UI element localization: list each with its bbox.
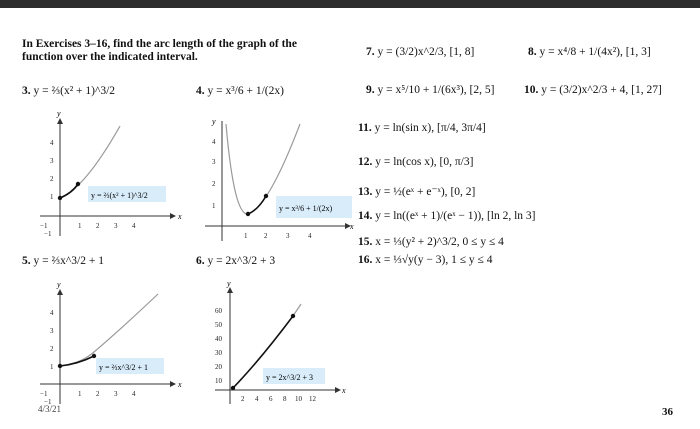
- exercise-14-interval: [ln 2, ln 3]: [486, 210, 536, 222]
- g3-ytick-4: 4: [50, 139, 54, 147]
- exercise-13: [358, 184, 475, 198]
- g5-label: y = ⅔x^3/2 + 1: [99, 363, 148, 372]
- exercise-11-number: 11.: [358, 122, 372, 134]
- g4-ytick-4: 4: [212, 138, 216, 146]
- g5-ytick-4: 4: [50, 309, 54, 317]
- exercise-3-number: 3.: [22, 85, 31, 97]
- g3-ytick-1: 1: [50, 193, 54, 201]
- exercise-3-expr: y = ⅔(x² + 1)^3/2: [33, 85, 116, 97]
- exercise-15-expr: x = ⅓(y² + 2)^3/2,: [375, 236, 460, 248]
- g3-xtick-neg1: −1: [40, 222, 48, 230]
- g3-xtick-3: 3: [114, 222, 118, 230]
- g3-xtick-1: 1: [78, 222, 82, 230]
- exercise-16: [358, 254, 492, 266]
- exercise-15-number: 15.: [358, 236, 373, 248]
- g5-xtick-2: 2: [96, 390, 100, 398]
- g3-xname: x: [178, 212, 182, 221]
- g5-xtick-4: 4: [132, 390, 136, 398]
- exercise-16-number: 16.: [358, 254, 373, 266]
- exercise-8-expr: y = x⁴/8 + 1/(4x²),: [539, 46, 623, 58]
- g5-ytick-1: 1: [50, 363, 54, 371]
- g4-xtick-4: 4: [308, 232, 312, 240]
- graph-exercise-6: [205, 280, 350, 420]
- g5-ytick-3: 3: [50, 327, 54, 335]
- exercise-10-interval: [1, 27]: [631, 84, 662, 96]
- exercise-7-interval: [1, 8]: [449, 46, 475, 58]
- exercise-11-interval: [π/4, 3π/4]: [437, 122, 486, 134]
- g3-ytick-3: 3: [50, 157, 54, 165]
- exercise-9-expr: y = x⁵/10 + 1/(6x³),: [377, 84, 467, 96]
- g5-ytick-neg1: −1: [44, 398, 52, 406]
- page-number: 36: [662, 406, 673, 418]
- exercise-16-expr: x = ⅓√y(y − 3),: [375, 254, 449, 266]
- g3-yname: y: [57, 109, 61, 118]
- exercise-7: [366, 46, 474, 58]
- g6-xtick-10: 10: [295, 395, 302, 403]
- g4-label: y = x³/6 + 1/(2x): [279, 204, 333, 213]
- g6-xtick-6: 6: [269, 395, 273, 403]
- g4-xtick-3: 3: [286, 232, 290, 240]
- exercise-9-interval: [2, 5]: [469, 84, 495, 96]
- exercise-12: [358, 156, 473, 168]
- instructions-line-1: In Exercises 3–16, find the arc length of the graph of the: [22, 38, 297, 50]
- exercise-8-interval: [1, 3]: [625, 46, 651, 58]
- exercise-4-expr: y = x³/6 + 1/(2x): [207, 85, 284, 97]
- g4-ytick-3: 3: [212, 158, 216, 166]
- g6-ytick-30: 30: [215, 349, 222, 357]
- exercise-6: [196, 255, 275, 267]
- g5-xtick-neg1: −1: [40, 390, 48, 398]
- g4-yname: y: [212, 117, 216, 126]
- exercise-13-number: 13.: [358, 186, 373, 198]
- g3-xtick-2: 2: [96, 222, 100, 230]
- exercise-5: [22, 255, 104, 267]
- exercise-5-expr: y = ⅔x^3/2 + 1: [33, 255, 104, 267]
- textbook-page: [0, 8, 700, 429]
- g4-ytick-2: 2: [212, 180, 216, 188]
- exercise-4: [196, 85, 284, 97]
- g3-xtick-4: 4: [132, 222, 136, 230]
- exercise-15: [358, 236, 504, 248]
- g6-xname: x: [342, 386, 346, 395]
- exercise-14-expr: y = ln((eˣ + 1)/(eˣ − 1)),: [375, 210, 485, 222]
- g6-ytick-20: 20: [215, 363, 222, 371]
- exercise-15-interval: 0 ≤ y ≤ 4: [462, 236, 504, 248]
- g3-ytick-neg1: −1: [44, 230, 52, 238]
- graph-exercise-3: [30, 109, 182, 246]
- exercise-16-interval: 1 ≤ y ≤ 4: [451, 254, 493, 266]
- g5-xtick-3: 3: [114, 390, 118, 398]
- exercise-6-expr: y = 2x^3/2 + 3: [207, 255, 276, 267]
- exercise-7-number: 7.: [366, 46, 375, 58]
- exercise-11: [358, 122, 486, 134]
- exercise-14: [358, 210, 536, 222]
- exercise-12-interval: [0, π/3]: [439, 156, 474, 168]
- g5-ytick-2: 2: [50, 345, 54, 353]
- g4-xtick-1: 1: [244, 232, 248, 240]
- g6-ytick-40: 40: [215, 335, 222, 343]
- graph-exercise-4: [200, 116, 360, 246]
- g6-ytick-10: 10: [215, 377, 222, 385]
- exercise-13-expr: y = ½(eˣ + e⁻ˣ),: [375, 186, 448, 198]
- graph-exercise-5: [30, 280, 180, 415]
- g6-yname: y: [227, 279, 231, 288]
- exercise-6-number: 6.: [196, 255, 205, 267]
- g3-label: y = ⅔(x² + 1)^3/2: [91, 191, 148, 200]
- instructions-line-2: function over the indicated interval.: [22, 51, 198, 63]
- g6-xtick-8: 8: [283, 395, 287, 403]
- g6-label: y = 2x^3/2 + 3: [266, 373, 313, 382]
- footer-date: 4/3/21: [38, 404, 62, 414]
- exercise-3: [22, 85, 115, 97]
- exercise-7-expr: y = (3/2)x^2/3,: [377, 46, 447, 58]
- g5-xtick-1: 1: [78, 390, 82, 398]
- window-top-bar: [0, 0, 700, 8]
- g4-xtick-2: 2: [264, 232, 268, 240]
- g4-ytick-1: 1: [212, 202, 216, 210]
- exercise-13-interval: [0, 2]: [450, 186, 476, 198]
- exercise-4-number: 4.: [196, 85, 205, 97]
- exercise-11-expr: y = ln(sin x),: [374, 122, 435, 134]
- exercise-14-number: 14.: [358, 210, 373, 222]
- g6-ytick-60: 60: [215, 307, 222, 315]
- exercise-9: [366, 84, 494, 96]
- g4-xname: x: [350, 222, 354, 231]
- g3-ytick-2: 2: [50, 175, 54, 183]
- exercise-10-number: 10.: [524, 84, 539, 96]
- exercise-10: [524, 84, 662, 96]
- exercise-8-number: 8.: [528, 46, 537, 58]
- exercise-10-expr: y = (3/2)x^2/3 + 4,: [541, 84, 629, 96]
- g6-xtick-2: 2: [241, 395, 245, 403]
- exercise-8: [528, 46, 651, 58]
- g6-xtick-4: 4: [255, 395, 259, 403]
- g6-ytick-50: 50: [215, 321, 222, 329]
- exercise-12-number: 12.: [358, 156, 373, 168]
- g5-xname: x: [178, 380, 182, 389]
- g5-yname: y: [57, 280, 61, 289]
- g6-xtick-12: 12: [309, 395, 316, 403]
- exercise-12-expr: y = ln(cos x),: [375, 156, 437, 168]
- exercise-9-number: 9.: [366, 84, 375, 96]
- exercise-5-number: 5.: [22, 255, 31, 267]
